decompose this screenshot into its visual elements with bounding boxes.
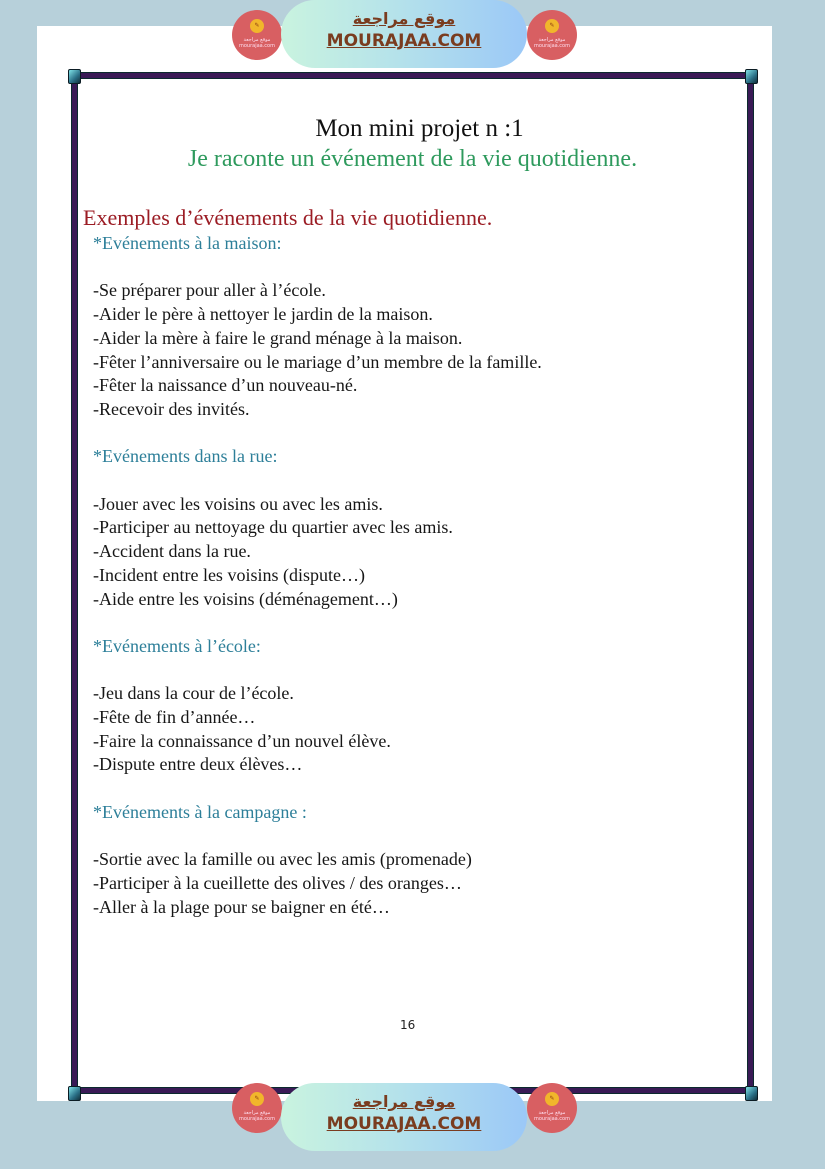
banner-site-text: MOURAJAA.COM: [326, 31, 482, 51]
banner-arabic-text: موقع مراجعة: [352, 1092, 456, 1111]
list-item: -Se préparer pour aller à l’école.: [93, 280, 326, 301]
section-title: *Evénements à la maison:: [93, 233, 282, 253]
badge-text: موقع مراجعة mourajaa.com: [533, 1110, 570, 1122]
book-icon: ✎: [545, 19, 559, 33]
corner-ornament-icon: [68, 69, 81, 84]
badge-text: موقع مراجعة mourajaa.com: [533, 37, 570, 49]
site-logo-badge[interactable]: [232, 10, 282, 60]
list-item: -Jouer avec les voisins ou avec les amis.: [93, 493, 383, 514]
corner-ornament-icon: [745, 1086, 758, 1101]
list-item: -Incident entre les voisins (dispute…): [93, 564, 365, 585]
site-banner-link[interactable]: [281, 0, 527, 68]
list-item: -Participer au nettoyage du quartier avec les amis.: [93, 517, 453, 538]
banner-site-text: MOURAJAA.COM: [326, 1114, 482, 1134]
list-item: -Accident dans la rue.: [93, 541, 251, 562]
section-campagne: [93, 801, 733, 920]
list-item: -Recevoir des invités.: [93, 398, 250, 419]
section-title: *Evénements dans la rue:: [93, 446, 278, 467]
badge-text: موقع مراجعة mourajaa.com: [238, 1110, 275, 1122]
list-item: -Aider le père à nettoyer le jardin de la maison.: [93, 304, 433, 325]
list-item: -Participer à la cueillette des olives / des oranges…: [93, 872, 462, 893]
examples-heading: Exemples d’événements de la vie quotidienne.: [83, 205, 493, 230]
site-logo-badge[interactable]: [232, 1083, 282, 1133]
site-logo-badge[interactable]: [527, 10, 577, 60]
badge-text: موقع مراجعة mourajaa.com: [238, 37, 275, 49]
section-ecole: [93, 635, 733, 801]
list-item: -Aller à la plage pour se baigner en été…: [93, 896, 390, 917]
section-title: *Evénements à la campagne :: [93, 801, 307, 822]
list-item: -Fêter la naissance d’un nouveau-né.: [93, 375, 358, 396]
examples-content: [93, 232, 733, 919]
list-item: -Jeu dans la cour de l’école.: [93, 683, 294, 704]
list-item: -Faire la connaissance d’un nouvel élève.: [93, 730, 391, 751]
section-rue: [93, 445, 733, 635]
book-icon: ✎: [250, 1092, 264, 1106]
list-item: -Fêter l’anniversaire ou le mariage d’un membre de la famille.: [93, 351, 542, 372]
section-maison: [93, 232, 733, 445]
book-icon: ✎: [250, 19, 264, 33]
document-subtitle: Je raconte un événement de la vie quotidienne.: [187, 146, 638, 172]
site-banner-link[interactable]: [281, 1083, 527, 1151]
list-item: -Aide entre les voisins (déménagement…): [93, 588, 398, 609]
list-item: -Aider la mère à faire le grand ménage à la maison.: [93, 327, 463, 348]
document-title: Mon mini projet n :1: [315, 115, 524, 142]
banner-arabic-text: موقع مراجعة: [352, 9, 456, 28]
book-icon: ✎: [545, 1092, 559, 1106]
corner-ornament-icon: [745, 69, 758, 84]
page-number: 16: [400, 1018, 416, 1032]
list-item: -Dispute entre deux élèves…: [93, 754, 303, 775]
list-item: -Sortie avec la famille ou avec les amis (promenade): [93, 849, 472, 870]
section-title: *Evénements à l’école:: [93, 635, 261, 656]
list-item: -Fête de fin d’année…: [93, 706, 256, 727]
site-logo-badge[interactable]: [527, 1083, 577, 1133]
corner-ornament-icon: [68, 1086, 81, 1101]
